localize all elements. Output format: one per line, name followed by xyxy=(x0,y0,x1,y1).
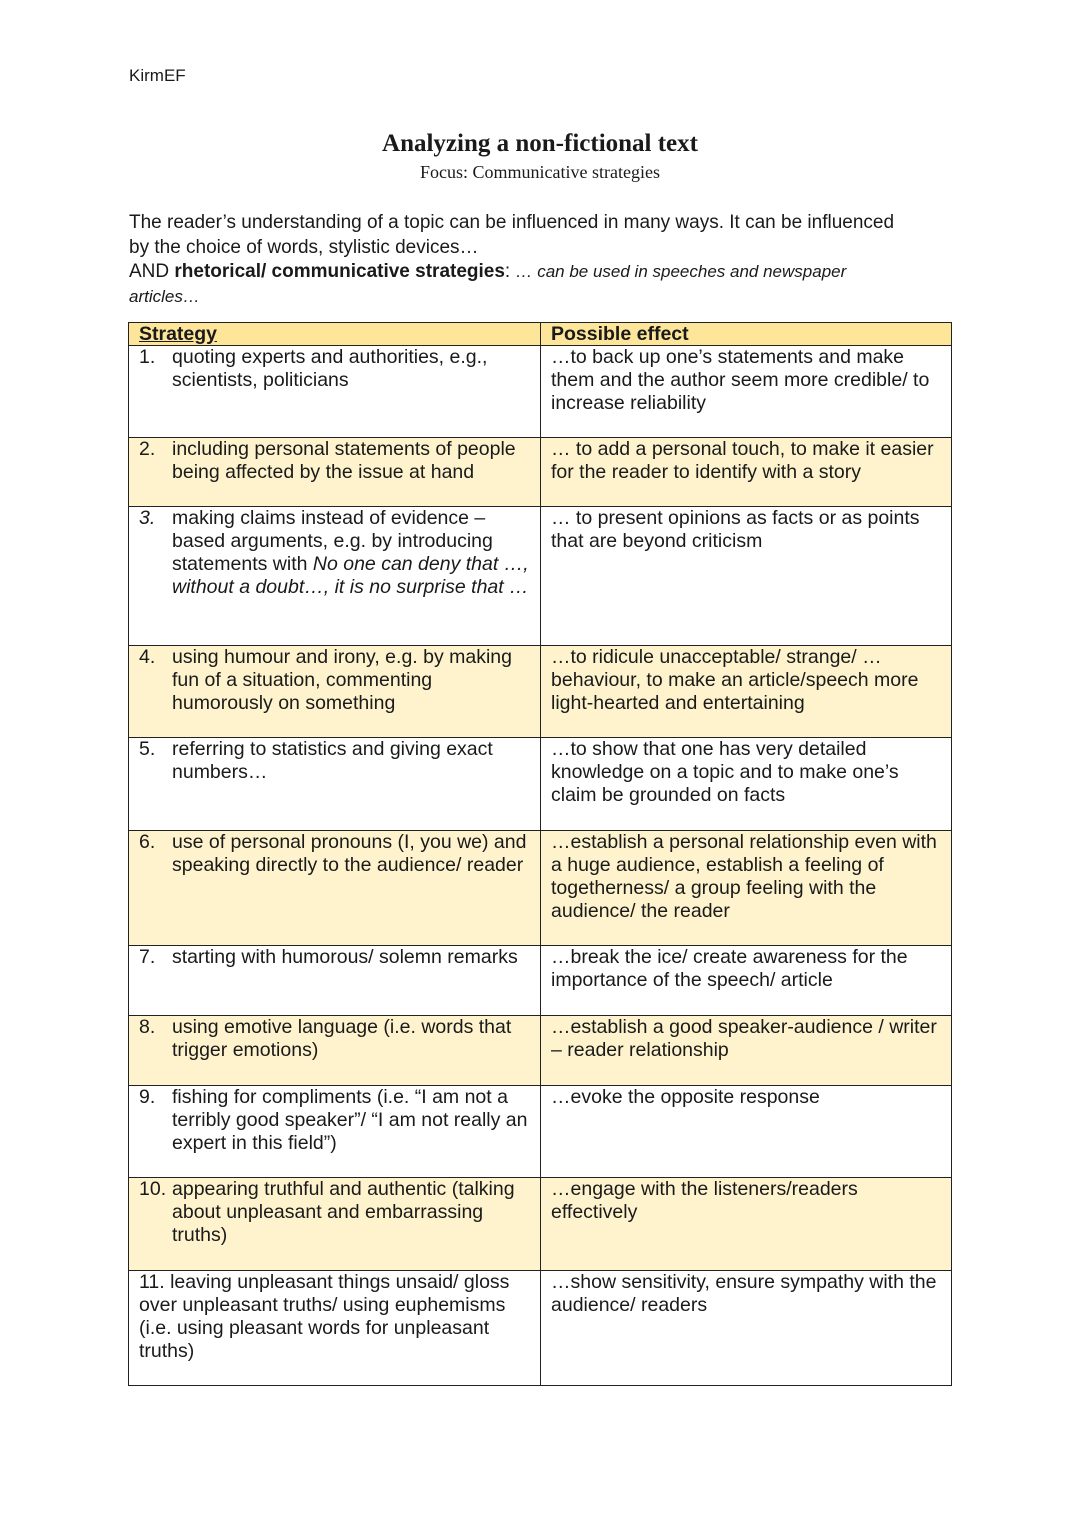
strategy-cell xyxy=(129,646,541,738)
row-number: 10. xyxy=(139,1178,167,1200)
strategy-cell xyxy=(129,738,541,831)
strategy-cell xyxy=(129,507,541,646)
strategy-text: using humour and irony, e.g. by making fun of a situation, commenting humorously on something xyxy=(172,646,512,714)
intro-line-4: articles… xyxy=(129,286,200,306)
intro-italic-text: … can be used in speeches and newspaper xyxy=(515,262,847,281)
effect-cell: …establish a good speaker-audience / writer – reader relationship xyxy=(541,1016,952,1086)
row-number: 9. xyxy=(139,1086,156,1108)
row-number: 8. xyxy=(139,1016,156,1038)
strategy-text: using emotive language (i.e. words that trigger emotions) xyxy=(172,1016,512,1061)
strategy-text-italic: No one can deny that …, without a doubt…, it is no surprise that … xyxy=(172,553,529,598)
intro-line-1: The reader’s understanding of a topic can be influenced in many ways. It can be influenced xyxy=(129,212,895,233)
intro-line-2: by the choice of words, stylistic devices… xyxy=(129,236,479,258)
effect-cell: …evoke the opposite response xyxy=(541,1086,952,1178)
table-header-row xyxy=(129,323,952,346)
strategy-text: referring to statistics and giving exact numbers… xyxy=(172,738,493,783)
effect-cell: …to ridicule unacceptable/ strange/ … behaviour, to make an article/speech more light-hearted and entertaining xyxy=(541,646,952,738)
table-row xyxy=(129,507,952,646)
intro-colon: : xyxy=(504,261,516,282)
effect-cell: …to back up one’s statements and make them and the author seem more credible/ to increase reliability xyxy=(541,346,952,438)
page-title: Analyzing a non-fictional text xyxy=(382,130,698,157)
row-number: 6. xyxy=(139,831,156,853)
strategy-text: use of personal pronouns (I, you we) and speaking directly to the audience/ reader xyxy=(172,831,527,876)
intro-bold-term: rhetorical/ communicative strategies xyxy=(174,261,505,282)
strategy-text: leaving unpleasant things unsaid/ gloss over unpleasant truths/ using euphemisms (i.e. using pleasant words for unpleasant truths) xyxy=(139,1271,510,1362)
row-number: 5. xyxy=(139,738,156,760)
page-subtitle: Focus: Communicative strategies xyxy=(420,162,660,182)
intro-paragraph xyxy=(129,211,959,309)
table-row xyxy=(129,1271,952,1386)
strategy-cell xyxy=(129,1178,541,1271)
strategy-text-plain: making claims instead of evidence – based arguments, e.g. by introducing statements with xyxy=(172,507,493,575)
effect-cell: … to present opinions as facts or as points that are beyond criticism xyxy=(541,507,952,646)
effect-cell: … to add a personal touch, to make it easier for the reader to identify with a story xyxy=(541,438,952,507)
strategy-text: fishing for compliments (i.e. “I am not a terribly good speaker”/ “I am not really an expert in this field”) xyxy=(172,1086,528,1154)
strategy-cell xyxy=(129,1016,541,1086)
strategy-text xyxy=(172,507,530,599)
row-number: 11. xyxy=(139,1271,165,1293)
effect-cell: …engage with the listeners/readers effectively xyxy=(541,1178,952,1271)
row-number: 1. xyxy=(139,346,156,368)
header-strategy: Strategy xyxy=(129,323,541,346)
strategy-text: quoting experts and authorities, e.g., scientists, politicians xyxy=(172,346,488,391)
table-row xyxy=(129,738,952,831)
table-row xyxy=(129,646,952,738)
table-row xyxy=(129,831,952,946)
effect-cell: …break the ice/ create awareness for the importance of the speech/ article xyxy=(541,946,952,1016)
table-row xyxy=(129,946,952,1016)
table-row xyxy=(129,1016,952,1086)
effect-cell: …show sensitivity, ensure sympathy with the audience/ readers xyxy=(541,1271,952,1386)
strategy-table xyxy=(128,322,952,1386)
strategy-cell xyxy=(129,831,541,946)
row-number: 3. xyxy=(139,507,156,529)
table-row xyxy=(129,1086,952,1178)
strategy-text: starting with humorous/ solemn remarks xyxy=(172,946,518,968)
strategy-text: including personal statements of people being affected by the issue at hand xyxy=(172,438,516,483)
strategy-cell xyxy=(129,1086,541,1178)
intro-line-3-prefix: AND xyxy=(129,261,175,282)
intro-line-3 xyxy=(129,260,959,285)
effect-cell: …establish a personal relationship even with a huge audience, establish a feeling of togetherness/ a group feeling with the audience/ the reader xyxy=(541,831,952,946)
title-block xyxy=(0,128,1080,184)
table-row xyxy=(129,438,952,507)
table-row xyxy=(129,1178,952,1271)
header-effect: Possible effect xyxy=(541,323,952,346)
row-number: 2. xyxy=(139,438,156,460)
strategy-text: appearing truthful and authentic (talking about unpleasant and embarrassing truths) xyxy=(172,1178,515,1246)
strategy-cell xyxy=(129,438,541,507)
effect-cell: …to show that one has very detailed knowledge on a topic and to make one’s claim be grounded on facts xyxy=(541,738,952,831)
strategy-cell xyxy=(129,346,541,438)
row-number: 4. xyxy=(139,646,156,668)
row-number: 7. xyxy=(139,946,156,968)
author-label: KirmEF xyxy=(129,66,186,85)
strategy-cell xyxy=(129,1271,541,1386)
table-row xyxy=(129,346,952,438)
strategy-cell xyxy=(129,946,541,1016)
